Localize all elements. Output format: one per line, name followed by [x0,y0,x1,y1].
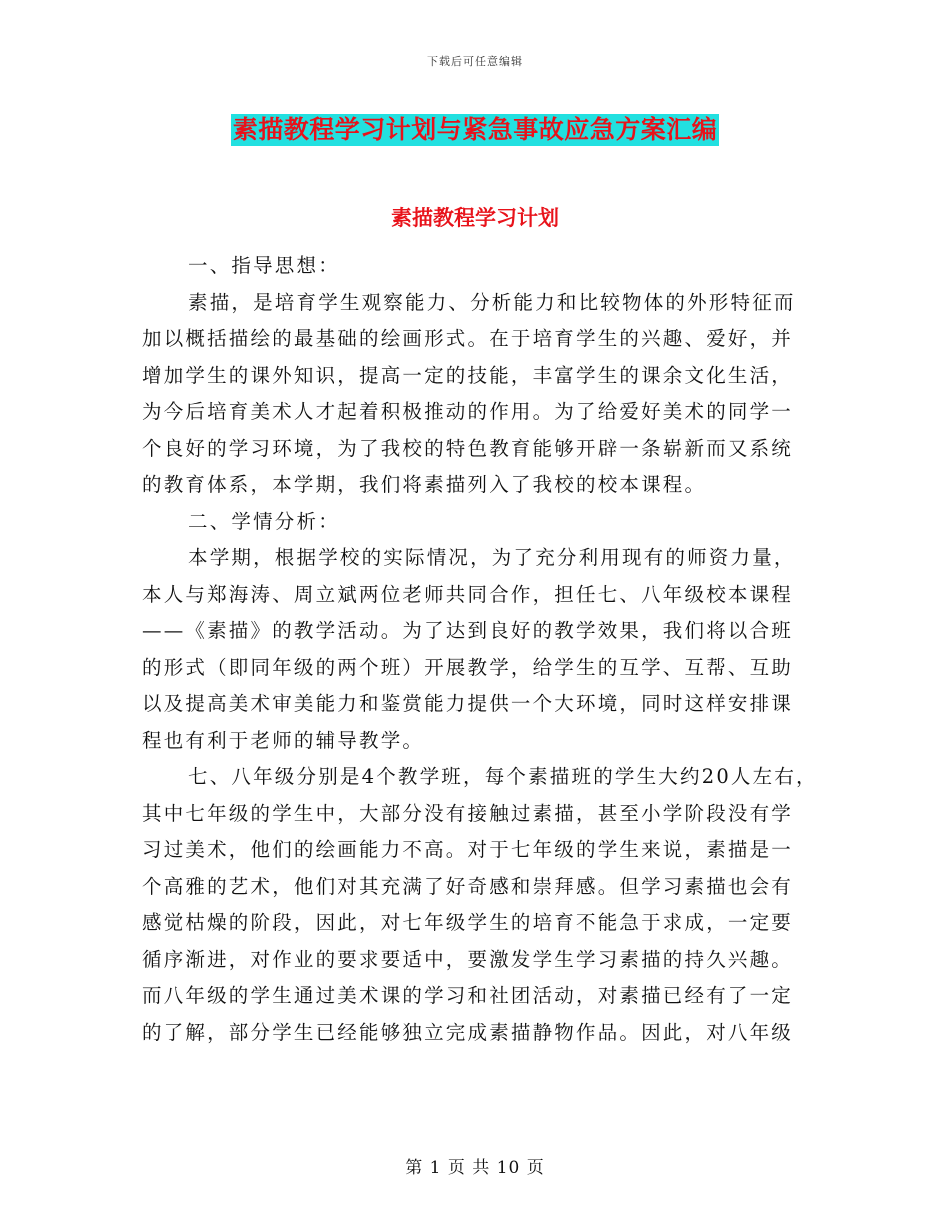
paragraph-line: 程也有利于老师的辅导教学。 [142,728,425,752]
paragraph-line: 以及提高美术审美能力和鉴赏能力提供一个大环境，同时这样安排课 [142,692,794,715]
paragraph-line: 其中七年级的学生中，大部分没有接触过素描，甚至小学阶段没有学 [142,801,794,825]
paragraph-line: 为今后培育美术人才起着积极推动的作用。为了给爱好美术的同学一 [142,400,794,423]
page-header-note: 下载后可任意编辑 [427,55,523,68]
paragraph-line: 循序渐进，对作业的要求要适中，要激发学生学习素描的持久兴趣。 [142,947,794,971]
paragraph-line: 个高雅的艺术，他们对其充满了好奇感和崇拜感。但学习素描也会有 [142,874,794,898]
page-number-footer: 第 1 页 共 10 页 [405,1158,545,1178]
paragraph-line: ——《素描》的教学活动。为了达到良好的教学效果，我们将以合班 [142,619,794,642]
paragraph-line: 增加学生的课外知识，提高一定的技能，丰富学生的课余文化生活， [142,363,794,387]
paragraph-line: 的了解，部分学生已经能够独立完成素描静物作品。因此，对八年级 [142,1020,794,1044]
paragraph-line: 的教育体系，本学期，我们将素描列入了我校的校本课程。 [142,473,707,496]
document-body [142,248,818,1051]
heading-situation-analysis: 二、学情分析： [188,509,340,533]
paragraph-line: 而八年级的学生通过美术课的学习和社团活动，对素描已经有了一定 [142,984,794,1007]
paragraph-line: 感觉枯燥的阶段，因此，对七年级学生的培育不能急于求成，一定要 [142,911,794,934]
paragraph-line: 的形式（即同年级的两个班）开展教学，给学生的互学、互帮、互助 [142,655,794,679]
document-title-wrapper [0,114,950,146]
section-title: 素描教程学习计划 [391,205,559,230]
paragraph-line: 个良好的学习环境，为了我校的特色教育能够开辟一条崭新而又系统 [142,436,794,460]
paragraph-line: 七、八年级分别是4个教学班，每个素描班的学生大约20人左右， [188,765,818,788]
document-title: 素描教程学习计划与紧急事故应急方案汇编 [232,115,718,144]
paragraph-line: 本学期，根据学校的实际情况，为了充分利用现有的师资力量， [188,546,796,569]
paragraph-line: 素描，是培育学生观察能力、分析能力和比较物体的外形特征而 [188,290,796,314]
heading-guiding-thought: 一、指导思想： [188,254,340,277]
paragraph-line: 本人与郑海涛、周立斌两位老师共同合作，担任七、八年级校本课程 [142,582,794,606]
paragraph-line: 习过美术，他们的绘画能力不高。对于七年级的学生来说，素描是一 [142,838,794,861]
paragraph-line: 加以概括描绘的最基础的绘画形式。在于培育学生的兴趣、爱好，并 [142,327,794,350]
